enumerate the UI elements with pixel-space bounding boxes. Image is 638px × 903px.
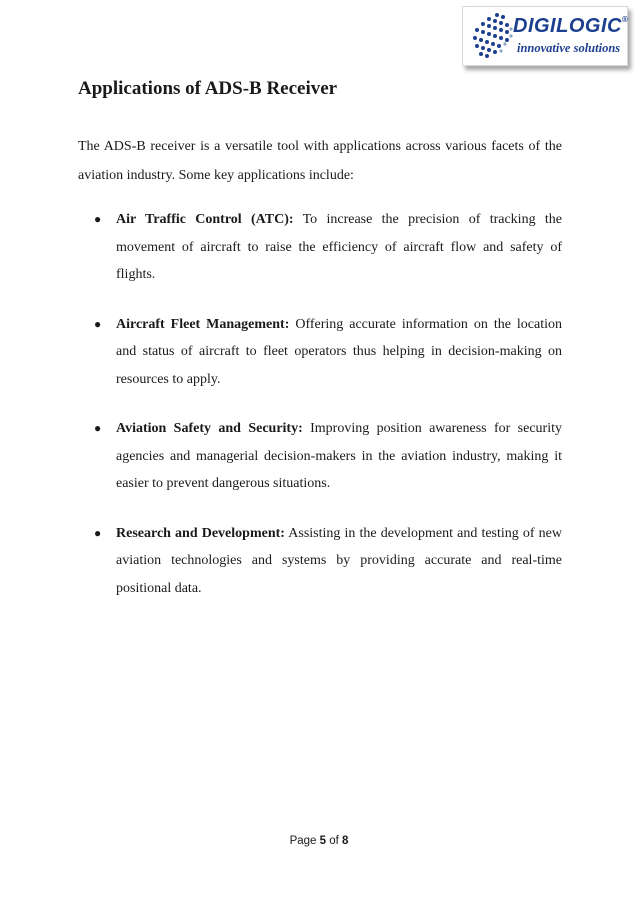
total-pages-number: 8 — [342, 835, 349, 847]
bullet-icon: ● — [94, 525, 102, 540]
logo-wordmark: DIGILOGIC® — [513, 15, 629, 37]
list-item — [78, 206, 562, 289]
page-footer — [0, 835, 638, 847]
list-item-text: To increase the precision of tracking the movement of aircraft to raise the efficiency of aircraft flow and safety of flights. — [116, 212, 562, 282]
bullet-icon: ● — [94, 316, 102, 331]
of-word: of — [329, 835, 339, 847]
list-item-text: Assisting in the development and testing of new aviation technologies and systems by providing accurate and real-time positional data. — [116, 525, 562, 596]
company-logo — [462, 6, 628, 66]
list-item-term: Air Traffic Control (ATC): — [116, 212, 294, 227]
applications-list — [78, 206, 562, 624]
list-item — [78, 311, 562, 394]
logo-tagline: innovative solutions — [517, 41, 621, 55]
list-item-term: Aviation Safety and Security: — [116, 421, 303, 436]
bullet-icon: ● — [94, 421, 102, 435]
section-heading: Applications of ADS-B Receiver — [78, 78, 338, 99]
list-item-text: Offering accurate information on the location and status of aircraft to fleet operators thus helping in decision-making on resources to apply. — [116, 316, 562, 387]
list-item — [78, 520, 562, 603]
bullet-icon: ● — [94, 212, 102, 226]
list-item — [78, 415, 562, 498]
page-word: Page — [289, 835, 317, 847]
list-item-text: Improving position awareness for security agencies and managerial decision-makers in the aviation industry, making it easier to prevent dangerous situations. — [116, 421, 563, 491]
intro-paragraph: The ADS-B receiver is a versatile tool with applications across various facets of the aviation industry. Some key applications include: — [78, 139, 562, 183]
current-page-number: 5 — [319, 835, 327, 847]
list-item-term: Research and Development: — [116, 525, 285, 541]
dot-globe-icon — [467, 11, 515, 61]
list-item-term: Aircraft Fleet Management: — [116, 316, 290, 332]
